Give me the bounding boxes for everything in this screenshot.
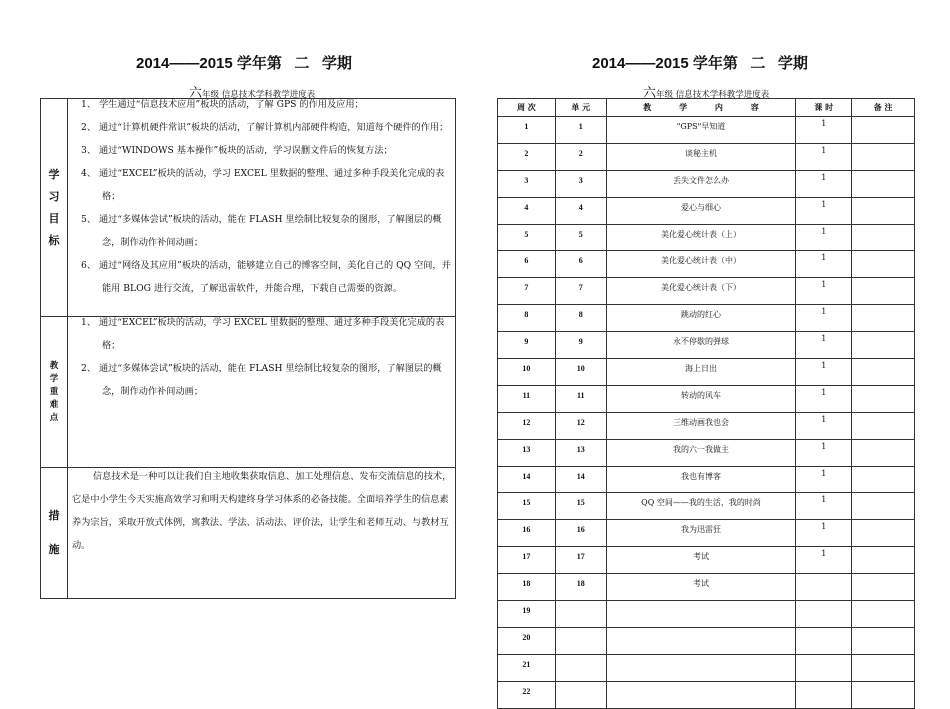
schedule-table [497, 98, 915, 709]
cell-content: "GPS"早知道 [606, 117, 796, 144]
cell-week: 22 [498, 681, 556, 708]
table-row [498, 224, 915, 251]
cell-notes [852, 359, 915, 386]
goal-item: 6、 通过“网络及其应用”板块的活动，能够建立自己的博客空间，美化自己的 QQ 空间，并能用 BLOG 进行交流，了解迅雷软件，并能合理，下载自己需要的资源。 [81, 260, 451, 294]
goals-label-char: 目 [48, 211, 60, 225]
cell-hours: 1 [796, 224, 852, 251]
cell-unit [555, 681, 606, 708]
cell-content: 谈秘主机 [606, 143, 796, 170]
cell-hours [796, 601, 852, 628]
table-row [498, 654, 915, 681]
header-unit: 单 元 [555, 99, 606, 117]
focus-item: 2、 通过“多媒体尝试”板块的活动，能在 FLASH 里绘制比较复杂的图形，了解图层的概念，制作动作补间动画； [81, 363, 442, 397]
cell-unit: 1 [555, 117, 606, 144]
right-title: 2014——2015 学年第 二 学期 [592, 55, 808, 72]
cell-week: 16 [498, 520, 556, 547]
cell-week: 5 [498, 224, 556, 251]
cell-content: 海上日出 [606, 359, 796, 386]
cell-unit: 9 [555, 332, 606, 359]
cell-hours: 1 [796, 251, 852, 278]
cell-content: QQ 空间——我的生活，我的时尚 [606, 493, 796, 520]
grade-number: 六 [189, 86, 203, 101]
grade-number: 六 [643, 86, 657, 101]
cell-notes [852, 627, 915, 654]
cell-unit: 5 [555, 224, 606, 251]
cell-hours: 1 [796, 466, 852, 493]
header-content: 教 学 内 容 [606, 99, 796, 117]
cell-hours: 1 [796, 493, 852, 520]
table-row [498, 332, 915, 359]
focus-label-char: 点 [49, 412, 59, 423]
focus-label [41, 317, 68, 467]
cell-week: 13 [498, 439, 556, 466]
cell-notes [852, 412, 915, 439]
cell-unit: 8 [555, 305, 606, 332]
goal-item: 5、 通过“多媒体尝试”板块的活动，能在 FLASH 里绘制比较复杂的图形，了解图层的概念，制作动作补间动画； [81, 214, 442, 248]
focus-item: 1、 通过“EXCEL”板块的活动，学习 EXCEL 里数据的整理、通过多种手段美化完成的表格； [81, 317, 445, 351]
cell-week: 2 [498, 143, 556, 170]
cell-notes [852, 574, 915, 601]
cell-hours: 1 [796, 439, 852, 466]
table-row [498, 439, 915, 466]
table-row [498, 412, 915, 439]
cell-content: 美化爱心统计表（上） [606, 224, 796, 251]
cell-hours [796, 681, 852, 708]
cell-unit: 17 [555, 547, 606, 574]
cell-notes [852, 224, 915, 251]
focus-content [68, 317, 453, 403]
cell-hours: 1 [796, 197, 852, 224]
table-row [498, 305, 915, 332]
cell-content [606, 627, 796, 654]
cell-week: 12 [498, 412, 556, 439]
focus-label-char: 难 [49, 399, 59, 410]
cell-content [606, 654, 796, 681]
table-row [498, 520, 915, 547]
table-row [498, 547, 915, 574]
cell-hours: 1 [796, 359, 852, 386]
goal-item: 4、 通过“EXCEL”板块的活动，学习 EXCEL 里数据的整理、通过多种手段美化完成的表格； [81, 168, 445, 202]
measures-label-char: 措 [48, 509, 60, 522]
table-row [498, 681, 915, 708]
cell-week: 20 [498, 627, 556, 654]
cell-unit [555, 601, 606, 628]
cell-week: 21 [498, 654, 556, 681]
cell-unit: 4 [555, 197, 606, 224]
cell-notes [852, 143, 915, 170]
cell-week: 11 [498, 385, 556, 412]
cell-content: 我的六一我做主 [606, 439, 796, 466]
cell-week: 15 [498, 493, 556, 520]
cell-week: 14 [498, 466, 556, 493]
goal-item: 1、 学生通过“信息技术应用”板块的活动，了解 GPS 的作用及应用； [81, 99, 364, 110]
focus-section [41, 316, 455, 467]
cell-week: 19 [498, 601, 556, 628]
cell-hours: 1 [796, 170, 852, 197]
cell-notes [852, 601, 915, 628]
goals-label-char: 习 [48, 189, 60, 203]
cell-hours: 1 [796, 332, 852, 359]
focus-label-char: 学 [49, 373, 59, 384]
teaching-plan-table [40, 98, 456, 599]
cell-notes [852, 439, 915, 466]
goal-item: 3、 通过“WINDOWS 基本操作”板块的活动，学习误删文件后的恢复方法； [81, 145, 393, 156]
measures-paragraph: 信息技术是一种可以让我们自主地收集获取信息、加工处理信息、发布交流信息的技术，它是中小学生今天实施高效学习和明天构建终身学习体系的必备技能。全面培养学生的信息素养为宗旨，采取开放式体例，寓教法、学法、活动法、评价法，让学生和老师互动、与教材互动。 [72, 471, 452, 551]
cell-content: 三维动画我也会 [606, 412, 796, 439]
cell-unit: 13 [555, 439, 606, 466]
cell-content: 考试 [606, 574, 796, 601]
cell-unit: 10 [555, 359, 606, 386]
cell-week: 18 [498, 574, 556, 601]
cell-hours [796, 574, 852, 601]
cell-unit: 12 [555, 412, 606, 439]
cell-week: 7 [498, 278, 556, 305]
cell-notes [852, 466, 915, 493]
table-row [498, 197, 915, 224]
table-row [498, 601, 915, 628]
cell-content: 跳动的红心 [606, 305, 796, 332]
header-week: 周 次 [498, 99, 556, 117]
cell-hours: 1 [796, 412, 852, 439]
cell-unit: 16 [555, 520, 606, 547]
cell-unit: 18 [555, 574, 606, 601]
table-row [498, 493, 915, 520]
cell-hours [796, 627, 852, 654]
cell-content: 我为迅雷狂 [606, 520, 796, 547]
subtitle-text: 年级 信息技术学科教学进度表 [202, 90, 316, 100]
cell-week: 4 [498, 197, 556, 224]
cell-content: 丢失文件怎么办 [606, 170, 796, 197]
cell-notes [852, 278, 915, 305]
cell-week: 6 [498, 251, 556, 278]
cell-notes [852, 332, 915, 359]
cell-hours: 1 [796, 278, 852, 305]
cell-content: 永不停歇的弹球 [606, 332, 796, 359]
table-row [498, 385, 915, 412]
header-notes: 备 注 [852, 99, 915, 117]
header-hours: 课 时 [796, 99, 852, 117]
cell-content [606, 681, 796, 708]
table-row [498, 143, 915, 170]
table-row [498, 627, 915, 654]
cell-notes [852, 251, 915, 278]
cell-unit: 7 [555, 278, 606, 305]
measures-label [41, 468, 68, 598]
cell-unit: 15 [555, 493, 606, 520]
table-row [498, 117, 915, 144]
cell-unit: 2 [555, 143, 606, 170]
cell-content: 爱心与细心 [606, 197, 796, 224]
goals-label [41, 99, 68, 316]
cell-content: 转动的风车 [606, 385, 796, 412]
goals-content [68, 99, 453, 300]
cell-content [606, 601, 796, 628]
cell-week: 1 [498, 117, 556, 144]
cell-notes [852, 520, 915, 547]
cell-week: 10 [498, 359, 556, 386]
cell-unit [555, 627, 606, 654]
left-title: 2014——2015 学年第 二 学期 [136, 55, 352, 72]
cell-unit: 3 [555, 170, 606, 197]
cell-hours [796, 654, 852, 681]
table-row [498, 574, 915, 601]
table-row [498, 170, 915, 197]
goals-label-char: 学 [48, 167, 60, 181]
measures-section [41, 467, 455, 598]
cell-content: 美化爱心统计表（中） [606, 251, 796, 278]
cell-unit [555, 654, 606, 681]
cell-notes [852, 681, 915, 708]
cell-content: 考试 [606, 547, 796, 574]
cell-notes [852, 547, 915, 574]
cell-notes [852, 654, 915, 681]
cell-notes [852, 493, 915, 520]
cell-hours: 1 [796, 143, 852, 170]
cell-notes [852, 197, 915, 224]
subtitle-text: 年级 信息技术学科教学进度表 [656, 90, 770, 100]
table-row [498, 466, 915, 493]
cell-week: 17 [498, 547, 556, 574]
cell-unit: 6 [555, 251, 606, 278]
cell-hours: 1 [796, 117, 852, 144]
focus-label-char: 重 [49, 386, 59, 397]
cell-hours: 1 [796, 547, 852, 574]
measures-label-char: 施 [48, 543, 60, 556]
cell-hours: 1 [796, 305, 852, 332]
cell-week: 3 [498, 170, 556, 197]
table-row [498, 278, 915, 305]
cell-content: 美化爱心统计表（下） [606, 278, 796, 305]
cell-unit: 14 [555, 466, 606, 493]
measures-content [68, 468, 453, 557]
cell-week: 9 [498, 332, 556, 359]
goals-section [41, 99, 455, 316]
cell-week: 8 [498, 305, 556, 332]
cell-notes [852, 117, 915, 144]
cell-unit: 11 [555, 385, 606, 412]
cell-content: 我也有博客 [606, 466, 796, 493]
schedule-header-row [498, 99, 915, 117]
goals-label-char: 标 [48, 233, 60, 247]
cell-hours: 1 [796, 385, 852, 412]
goal-item: 2、 通过“计算机硬件常识”板块的活动，了解计算机内部硬件构造，知道每个硬件的作用； [81, 122, 449, 133]
focus-label-char: 教 [49, 360, 59, 371]
cell-notes [852, 305, 915, 332]
table-row [498, 359, 915, 386]
cell-hours: 1 [796, 520, 852, 547]
cell-notes [852, 170, 915, 197]
cell-notes [852, 385, 915, 412]
table-row [498, 251, 915, 278]
